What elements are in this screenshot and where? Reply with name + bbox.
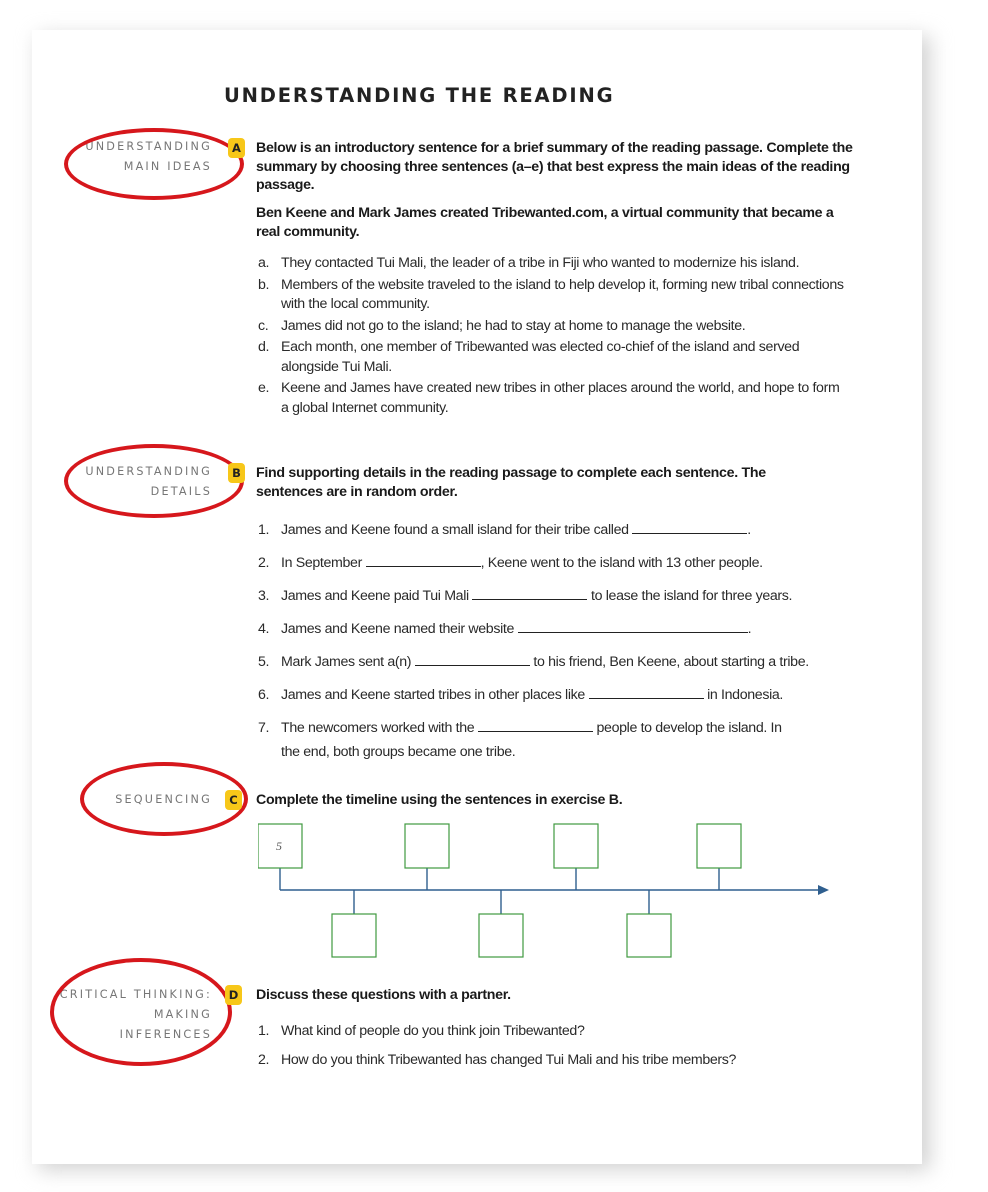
instruction-a: Below is an introductory sentence for a brief summary of the reading passage. Complete the summary by choosing three sentences (a–e) that best express the main ideas of the reading passage.	[256, 140, 853, 194]
option-item: a. They contacted Tui Mali, the leader of a tribe in Fiji who wanted to modernize his island.	[258, 255, 800, 271]
answer-blank[interactable]	[472, 586, 587, 600]
worksheet-page	[32, 30, 922, 1164]
answer-blank[interactable]	[478, 718, 593, 732]
label-details: UNDERSTANDING DETAILS	[85, 465, 212, 498]
timeline-box[interactable]	[332, 914, 376, 957]
exercise-badge-a: A	[228, 138, 245, 158]
highlight-ellipse	[64, 128, 244, 200]
answer-blank[interactable]	[518, 619, 748, 633]
detail-list	[258, 518, 858, 764]
exercise-badge-c: C	[225, 790, 242, 810]
answer-blank[interactable]	[589, 685, 704, 699]
list-item: 4. James and Keene named their website .	[258, 621, 752, 637]
list-item: 3. James and Keene paid Tui Mali to lease the island for three years.	[258, 588, 793, 604]
answer-blank[interactable]	[415, 652, 530, 666]
list-item: 6. James and Keene started tribes in other places like in Indonesia.	[258, 687, 784, 703]
option-item: e. Keene and James have created new tribes in other places around the world, and hope to form a global Internet community.	[258, 380, 840, 416]
instruction-d: Discuss these questions with a partner.	[256, 987, 511, 1003]
timeline	[258, 822, 838, 962]
timeline-box[interactable]	[405, 824, 449, 868]
list-item: 1. What kind of people do you think join Tribewanted?	[258, 1023, 585, 1039]
label-critical-thinking: CRITICAL THINKING: MAKING INFERENCES	[59, 988, 212, 1041]
answer-blank[interactable]	[366, 553, 481, 567]
instruction-c: Complete the timeline using the sentences in exercise B.	[256, 792, 623, 808]
instruction-b: Find supporting details in the reading passage to complete each sentence. The sentences are in random order.	[256, 465, 766, 500]
highlight-ellipse	[50, 958, 232, 1066]
list-item: 7. The newcomers worked with the people to develop the island. In the end, both groups became one tribe.	[258, 720, 782, 760]
page-title: UNDERSTANDING THE READING	[224, 84, 615, 107]
timeline-arrowhead	[818, 885, 829, 895]
timeline-box[interactable]	[479, 914, 523, 957]
exercise-badge-d: D	[225, 985, 242, 1005]
question-list	[258, 1017, 858, 1075]
list-item: 5. Mark James sent a(n) to his friend, Ben Keene, about starting a tribe.	[258, 654, 809, 670]
timeline-box[interactable]	[627, 914, 671, 957]
timeline-box-label: 5	[276, 839, 282, 853]
timeline-box[interactable]	[697, 824, 741, 868]
option-list	[258, 254, 848, 420]
label-main-ideas: UNDERSTANDING MAIN IDEAS	[85, 140, 212, 173]
option-item: d. Each month, one member of Tribewanted was elected co-chief of the island and served alongside Tui Mali.	[258, 339, 800, 375]
option-item: b. Members of the website traveled to the island to help develop it, forming new tribal connections with the local community.	[258, 276, 844, 312]
option-item: c. James did not go to the island; he had to stay at home to manage the website.	[258, 317, 746, 334]
intro-sentence: Ben Keene and Mark James created Tribewanted.com, a virtual community that became a real community.	[256, 205, 834, 240]
timeline-box[interactable]	[554, 824, 598, 868]
highlight-ellipse	[64, 444, 244, 518]
list-item: 2. In September , Keene went to the island with 13 other people.	[258, 555, 763, 571]
list-item: 2. How do you think Tribewanted has changed Tui Mali and his tribe members?	[258, 1052, 737, 1068]
answer-blank[interactable]	[632, 520, 747, 534]
exercise-badge-b: B	[228, 463, 245, 483]
list-item: 1. James and Keene found a small island for their tribe called .	[258, 522, 751, 538]
highlight-ellipse	[80, 762, 248, 836]
label-sequencing: SEQUENCING	[115, 793, 212, 806]
